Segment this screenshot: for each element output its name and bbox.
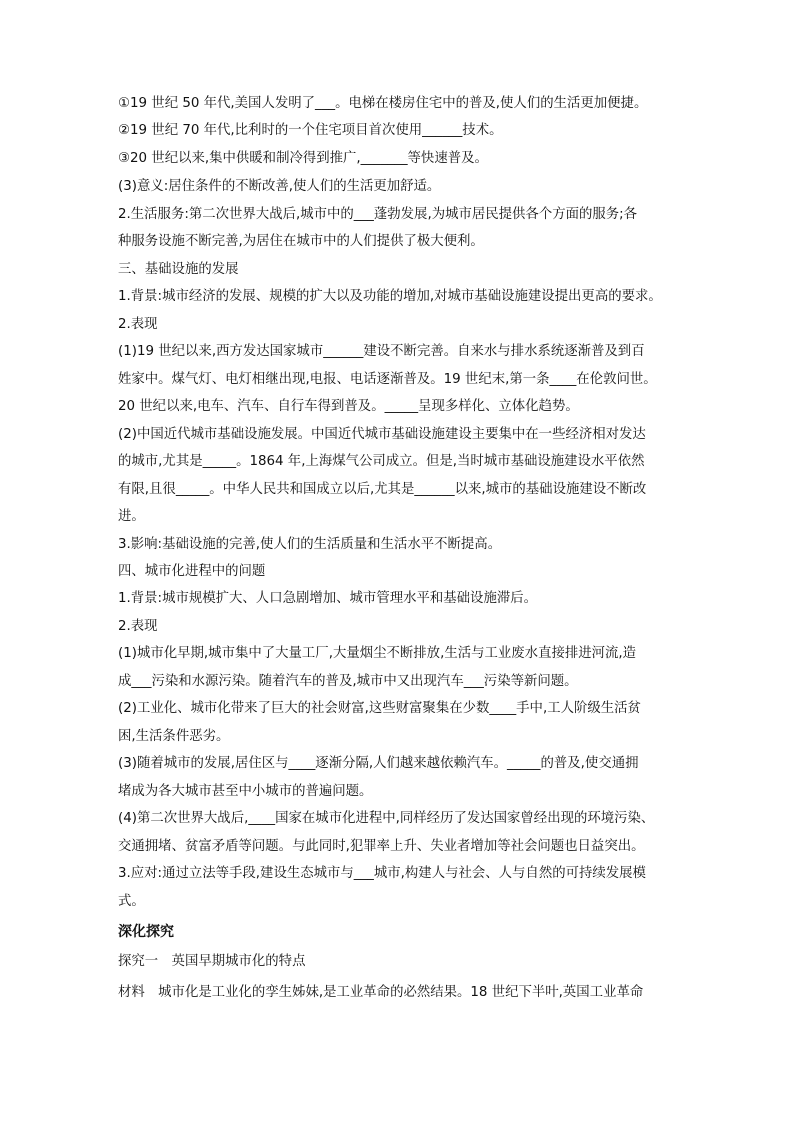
text-line: 成___污染和水源污染。随着汽车的普及,城市中又出现汽车___污染等新问题。 bbox=[118, 674, 578, 689]
text-line: (3)随着城市的发展,居住区与____逐渐分隔,人们越来越依赖汽车。_____的普及,使交通拥 bbox=[118, 756, 639, 771]
text-line: (3)意义:居住条件的不断改善,使人们的生活更加舒适。 bbox=[118, 179, 441, 194]
text-line: 2.表现 bbox=[118, 619, 158, 634]
text-line: (2)工业化、城市化带来了巨大的社会财富,这些财富聚集在少数____手中,工人阶级生活贫 bbox=[118, 701, 641, 716]
text-line: 种服务设施不断完善,为居住在城市中的人们提供了极大便利。 bbox=[118, 234, 484, 249]
text-line: 3.应对:通过立法等手段,建设生态城市与___城市,构建人与社会、人与自然的可持续发展模 bbox=[118, 866, 646, 881]
text-line: 的城市,尤其是_____。1864 年,上海煤气公司成立。但是,当时城市基础设施建设水平依然 bbox=[118, 454, 645, 469]
section-heading: 四、城市化进程中的问题 bbox=[118, 564, 266, 579]
text-line: 2.表现 bbox=[118, 317, 158, 332]
text-line: 20 世纪以来,电车、汽车、自行车得到普及。_____呈现多样化、立体化趋势。 bbox=[118, 399, 579, 414]
text-line: (2)中国近代城市基础设施发展。中国近代城市基础设施建设主要集中在一些经济相对发达 bbox=[118, 427, 646, 442]
text-line: ③20 世纪以来,集中供暖和制冷得到推广,_______等快速普及。 bbox=[118, 151, 488, 166]
text-line: 2.生活服务:第二次世界大战后,城市中的___蓬勃发展,为城市居民提供各个方面的服务;各 bbox=[118, 207, 638, 222]
section-heading-bold: 深化探究 bbox=[118, 924, 174, 940]
text-line: 有限,且很_____。中华人民共和国成立以后,尤其是______以来,城市的基础设施建设不断改 bbox=[118, 482, 647, 497]
text-line: 堵成为各大城市甚至中小城市的普遍问题。 bbox=[118, 784, 373, 799]
text-line: ②19 世纪 70 年代,比利时的一个住宅项目首次使用______技术。 bbox=[118, 123, 503, 138]
text-line: (1)19 世纪以来,西方发达国家城市______建设不断完善。自来水与排水系统逐渐普及到百 bbox=[118, 344, 645, 359]
text-line: 1.背景:城市经济的发展、规模的扩大以及功能的增加,对城市基础设施建设提出更高的要求。 bbox=[118, 289, 662, 304]
text-line: 1.背景:城市规模扩大、人口急剧增加、城市管理水平和基础设施滞后。 bbox=[118, 591, 538, 606]
text-line: 3.影响:基础设施的完善,使人们的生活质量和生活水平不断提高。 bbox=[118, 537, 502, 552]
text-line: 姓家中。煤气灯、电灯相继出现,电报、电话逐渐普及。19 世纪末,第一条____在伦敦问世。 bbox=[118, 372, 657, 387]
text-line: 交通拥堵、贫富矛盾等问题。与此同时,犯罪率上升、失业者增加等社会问题也日益突出。 bbox=[118, 839, 645, 854]
text-line: (1)城市化早期,城市集中了大量工厂,大量烟尘不断排放,生活与工业废水直接排进河流,造 bbox=[118, 646, 637, 661]
text-line: 式。 bbox=[118, 894, 145, 909]
section-heading: 三、基础设施的发展 bbox=[118, 262, 239, 277]
text-line: 材料 城市化是工业化的孪生姊妹,是工业革命的必然结果。18 世纪下半叶,英国工业革命 bbox=[118, 985, 644, 1000]
text-line: (4)第二次世界大战后,____国家在城市化进程中,同样经历了发达国家曾经出现的环境污染、 bbox=[118, 811, 655, 826]
text-line: 困,生活条件恶劣。 bbox=[118, 729, 230, 744]
text-line: 探究一 英国早期城市化的特点 bbox=[118, 954, 306, 969]
text-line: ①19 世纪 50 年代,美国人发明了___。电梯在楼房住宅中的普及,使人们的生活更加便捷。 bbox=[118, 96, 648, 111]
text-line: 进。 bbox=[118, 509, 145, 524]
